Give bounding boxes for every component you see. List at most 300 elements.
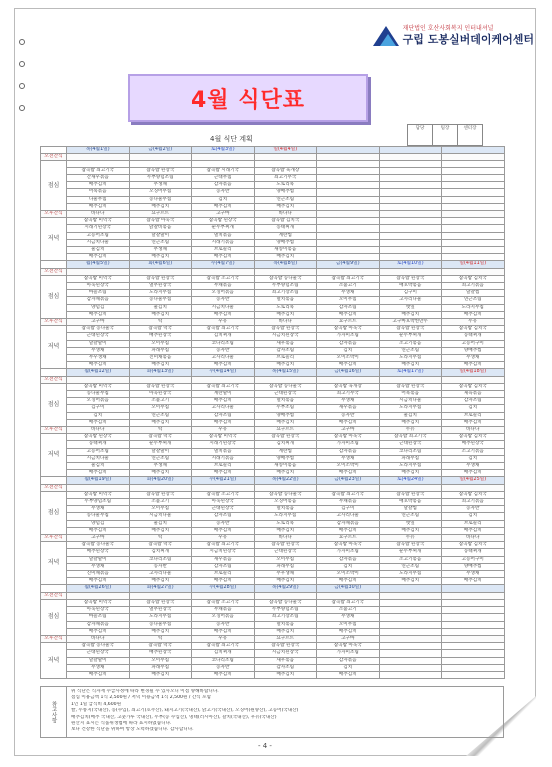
dinner-cell: 김치찌개 — [192, 650, 255, 657]
snack-row — [41, 535, 505, 542]
dinner-cell: 김치찌개 — [254, 441, 317, 448]
table-row — [41, 182, 505, 189]
snack-cell — [442, 376, 505, 383]
dinner-cell: 배추김치 — [379, 578, 442, 585]
dinner-cell: 잡곡밥 된장국 — [379, 326, 442, 333]
meal-label: 점심 — [41, 599, 67, 635]
dinner-cell: 잡곡밥 된장국 — [254, 542, 317, 549]
dinner-cell — [317, 218, 380, 225]
dinner-cell: 달걀말이 — [129, 232, 192, 239]
lunch-cell: 콩나물무침 — [129, 621, 192, 628]
lunch-cell: 잡곡밥 쇠고기국 — [192, 383, 255, 390]
date-header-cell: 화(4월20일) — [129, 477, 192, 484]
snack-cell — [67, 376, 130, 383]
org-name: 구립 도봉실버데이케어센터 — [402, 32, 534, 46]
table-row — [41, 167, 505, 174]
dinner-cell: 브로콜리 — [192, 571, 255, 578]
dinner-cell: 잡곡밥 콩나물국 — [67, 643, 130, 650]
date-header-cell: 화(4월13일) — [129, 369, 192, 376]
lunch-cell: 배추김치 — [192, 419, 255, 426]
table-row — [41, 275, 505, 282]
lunch-cell: 잡곡밥 소고기국 — [192, 275, 255, 282]
lunch-cell: 콩나물무침 — [129, 297, 192, 304]
meal-label: 저녁 — [41, 643, 67, 679]
dinner-cell: 배추김치 — [379, 470, 442, 477]
lunch-cell: 김치 — [192, 196, 255, 203]
table-row — [41, 664, 505, 671]
approval-box: 팀장 — [432, 124, 458, 146]
lunch-cell: 감자채볶음 — [67, 297, 130, 304]
date-header-cell: 화(4월27일) — [129, 585, 192, 592]
dinner-cell: 고등어조림 — [67, 232, 130, 239]
snack-cell — [67, 592, 130, 599]
dinner-cell: 연근조림 — [379, 563, 442, 570]
meal-label: 저녁 — [41, 434, 67, 477]
approval-box: 담당 — [407, 124, 433, 146]
lunch-cell: 근대무침 — [192, 174, 255, 181]
date-header-cell: 일(4월18일) — [442, 369, 505, 376]
snack-row — [41, 376, 505, 383]
snack-row — [41, 268, 505, 275]
dinner-cell: 양배추찜 — [442, 347, 505, 354]
snack-cell — [254, 268, 317, 275]
dinner-cell: 무생채 — [129, 246, 192, 253]
lunch-cell: 근대된장국 — [254, 391, 317, 398]
lunch-cell: 배추김치 — [379, 311, 442, 318]
dinner-cell: 배추김치 — [67, 362, 130, 369]
dinner-cell: 잡곡밥 떡국 — [129, 326, 192, 333]
lunch-cell: 멸치볶음 — [254, 506, 317, 513]
dinner-cell: 배추김치 — [129, 254, 192, 261]
lunch-cell: 열무된장국 — [129, 607, 192, 614]
table-row — [41, 578, 505, 585]
lunch-cell: 잡곡밥 소고기국 — [192, 491, 255, 498]
dinner-cell: 감자볶음 — [317, 657, 380, 664]
lunch-cell: 도라지무침 — [129, 290, 192, 297]
lunch-cell: 배추김치 — [192, 628, 255, 635]
date-header-cell: 토(4월10일) — [379, 261, 442, 268]
table-row — [41, 463, 505, 470]
lunch-cell — [379, 607, 442, 614]
table-row — [41, 563, 505, 570]
lunch-cell: 물김치 — [129, 520, 192, 527]
date-header-cell: 화(4월6일) — [129, 261, 192, 268]
table-row — [41, 218, 505, 225]
table-row — [41, 333, 505, 340]
lunch-cell: 시금치나물 — [379, 398, 442, 405]
meal-label: 점심 — [41, 383, 67, 426]
lunch-cell: 물김치 — [129, 304, 192, 311]
lunch-cell: 브로콜리 — [442, 412, 505, 419]
date-header-cell: 목(4월15일) — [254, 369, 317, 376]
date-header-cell: 수(4월7일) — [192, 261, 255, 268]
snack-cell — [129, 484, 192, 491]
lunch-cell: 물김치 — [379, 412, 442, 419]
date-header-cell: 토(4월24일) — [379, 477, 442, 484]
lunch-cell: 오이무침 — [129, 405, 192, 412]
dinner-cell: 잡곡밥 미역국 — [67, 218, 130, 225]
lunch-cell: 잡곡밥 쇠고기국 — [317, 599, 380, 606]
dinner-cell: 배추김치 — [317, 470, 380, 477]
meal-label: 저녁 — [41, 326, 67, 369]
dinner-cell: 가자미조림 — [317, 549, 380, 556]
dinner-cell: 계란찜 — [254, 448, 317, 455]
lunch-cell — [379, 182, 442, 189]
dinner-cell: 배추된장국 — [442, 441, 505, 448]
dinner-cell: 잡곡밥 된장국 — [254, 434, 317, 441]
dinner-cell: 근대된장국 — [379, 441, 442, 448]
lunch-cell: 양념김 — [67, 304, 130, 311]
snack-row — [41, 427, 505, 434]
snack-cell — [129, 592, 192, 599]
notes-box — [40, 686, 504, 738]
table-row — [41, 174, 505, 181]
lunch-cell: 배추김치 — [67, 203, 130, 210]
table-row — [41, 347, 505, 354]
lunch-cell: 도라지무침 — [254, 513, 317, 520]
dinner-cell — [379, 643, 442, 650]
lunch-cell: 배추김치 — [67, 311, 130, 318]
dinner-cell: 배추김치 — [254, 362, 317, 369]
snack-cell — [192, 592, 255, 599]
dinner-cell: 순두부찌개 — [129, 441, 192, 448]
dinner-cell — [442, 664, 505, 671]
dinner-cell: 코다리조림 — [379, 448, 442, 455]
lunch-cell — [379, 621, 442, 628]
lunch-cell: 아욱된장국 — [192, 499, 255, 506]
date-header-cell: 일(4월4일) — [254, 147, 317, 154]
dinner-cell: 콩자반 — [192, 664, 255, 671]
meal-label: 오후간식 — [41, 427, 67, 434]
lunch-cell: 감자볶음 — [192, 182, 255, 189]
dinner-cell — [379, 232, 442, 239]
dinner-cell: 잡곡밥 된장국 — [379, 542, 442, 549]
lunch-cell: 잡곡밥 시래기국 — [192, 167, 255, 174]
dinner-cell: 물김치 — [67, 246, 130, 253]
snack-cell: 떡 — [129, 535, 192, 542]
date-header-cell: 금(4월9일) — [317, 261, 380, 268]
snack-cell — [442, 210, 505, 217]
lunch-cell — [317, 196, 380, 203]
note-line: 위 식단은 식자재 수급사정에 따라 변경될 수 있사오니 이점 양해바랍니다. — [71, 689, 219, 694]
lunch-cell: 잡곡밥 된장국 — [129, 491, 192, 498]
meal-label: 오전간식 — [41, 376, 67, 383]
lunch-cell: 연근조림 — [379, 513, 442, 520]
dinner-cell — [379, 650, 442, 657]
lunch-cell: 잡곡밥 미역국 — [67, 275, 130, 282]
dinner-cell: 배추김치 — [379, 362, 442, 369]
lunch-cell: 새우볶음 — [317, 405, 380, 412]
dinner-cell: 시금치나물 — [67, 239, 130, 246]
lunch-cell: 잡곡밥 소고기국 — [192, 599, 255, 606]
dinner-cell — [379, 218, 442, 225]
lunch-cell: 잡곡밥 된장국 — [379, 491, 442, 498]
lunch-cell: 배추김치 — [192, 311, 255, 318]
lunch-cell: 배추김치 — [129, 419, 192, 426]
snack-cell — [379, 210, 442, 217]
lunch-cell: 달걀찜 — [379, 506, 442, 513]
lunch-cell: 고사리나물 — [379, 297, 442, 304]
note-line: 1인 1일 급식비 4,600원 — [71, 701, 122, 707]
dinner-cell: 잡곡밥 된장국 — [254, 326, 317, 333]
snack-cell: 요구르트 — [129, 210, 192, 217]
dinner-cell: 배추김치 — [317, 671, 380, 678]
lunch-cell: 어묵볶음 — [67, 189, 130, 196]
dinner-cell: 멸치볶음 — [192, 448, 255, 455]
dinner-cell: 연근조림 — [379, 347, 442, 354]
meal-label: 오후간식 — [41, 210, 67, 217]
snack-cell: 두유 — [442, 318, 505, 325]
dinner-cell: 오이무침 — [254, 556, 317, 563]
dinner-cell: 시금치된장국 — [254, 333, 317, 340]
date-header-cell: 토(4월17일) — [379, 369, 442, 376]
dinner-cell: 무생채 — [442, 463, 505, 470]
dinner-cell: 콩자반 — [192, 347, 255, 354]
table-row — [41, 434, 505, 441]
dinner-cell: 닭갈비볶음 — [129, 225, 192, 232]
lunch-cell: 배추김치 — [67, 527, 130, 534]
snack-cell — [254, 592, 317, 599]
dinner-cell: 가자미조림 — [317, 441, 380, 448]
table-row — [41, 232, 505, 239]
dinner-cell: 오이소박이 — [317, 571, 380, 578]
binder-ring-icon — [19, 83, 25, 89]
snack-cell — [129, 154, 192, 161]
lunch-cell: 배추김치 — [67, 628, 130, 635]
lunch-cell: 잡곡밥 콩나물국 — [254, 383, 317, 390]
dinner-cell: 새우볶음 — [254, 657, 317, 664]
lunch-cell — [379, 203, 442, 210]
snack-cell — [379, 268, 442, 275]
table-row — [41, 326, 505, 333]
dinner-cell: 잡곡밥 아욱국 — [317, 434, 380, 441]
dinner-cell — [379, 246, 442, 253]
dinner-cell — [317, 246, 380, 253]
dinner-cell: 감자볶음 — [317, 556, 380, 563]
dinner-cell: 파래무침 — [379, 455, 442, 462]
date-row — [41, 147, 505, 154]
snack-row — [41, 318, 505, 325]
lunch-cell — [442, 189, 505, 196]
dinner-cell: 배추김치 — [442, 362, 505, 369]
lunch-cell: 쇠고기볶음 — [442, 499, 505, 506]
lunch-cell: 두부양념조림 — [254, 607, 317, 614]
snack-cell — [254, 154, 317, 161]
snack-cell: 두유 — [379, 535, 442, 542]
table-row — [41, 650, 505, 657]
table-row — [41, 542, 505, 549]
dinner-cell: 배추김치 — [442, 470, 505, 477]
lunch-cell: 잡곡밥 육개장 — [317, 383, 380, 390]
notes-body — [67, 687, 503, 737]
snack-cell: 바나나 — [254, 318, 317, 325]
lunch-cell: 콩자반 — [317, 412, 380, 419]
lunch-cell: 쇠고기볶음 — [442, 282, 505, 289]
dinner-cell: 무생채 — [67, 347, 130, 354]
dinner-cell — [379, 254, 442, 261]
lunch-cell: 제육볶음 — [442, 391, 505, 398]
table-row — [41, 448, 505, 455]
snack-cell — [192, 268, 255, 275]
note-line: 보다 건강한 식단을 위하여 항상 노력하겠습니다. 감사합니다. — [71, 727, 194, 733]
meal-label: 점심 — [41, 491, 67, 534]
snack-cell: 우유 — [192, 635, 255, 642]
dinner-cell: 잡곡밥 김치국 — [442, 542, 505, 549]
snack-cell — [442, 635, 505, 642]
lunch-cell: 감자채볶음 — [317, 520, 380, 527]
table-row — [41, 282, 505, 289]
dinner-cell — [442, 246, 505, 253]
dinner-cell: 브로콜리 — [192, 246, 255, 253]
table-row — [41, 304, 505, 311]
lunch-cell: 소불고기 — [129, 398, 192, 405]
lunch-cell: 연근조림 — [129, 412, 192, 419]
dinner-cell: 달걀말이 — [67, 340, 130, 347]
lunch-cell: 소불고기 — [317, 282, 380, 289]
snack-cell: 바나나 — [442, 535, 505, 542]
lunch-cell: 배추김치 — [254, 203, 317, 210]
dinner-cell: 무생채 — [67, 664, 130, 671]
lunch-cell: 오이무침 — [317, 297, 380, 304]
dinner-cell: 도라지무침 — [379, 571, 442, 578]
dinner-cell: 동태찌개 — [442, 549, 505, 556]
lunch-cell — [379, 614, 442, 621]
table-row — [41, 549, 505, 556]
lunch-cell — [317, 182, 380, 189]
dinner-cell: 배추김치 — [67, 671, 130, 678]
table-row — [41, 621, 505, 628]
dinner-cell: 배추김치 — [129, 470, 192, 477]
dinner-cell: 순두부찌개 — [379, 549, 442, 556]
date-row — [41, 261, 505, 268]
menu-table — [40, 146, 505, 679]
dinner-cell: 감자조림 — [254, 347, 317, 354]
dinner-cell: 무생채 — [129, 463, 192, 470]
snack-cell: 요구르트 — [254, 427, 317, 434]
dinner-cell: 배추된장국 — [129, 333, 192, 340]
lunch-cell: 아욱된장국 — [67, 282, 130, 289]
lunch-cell: 애호박볶음 — [379, 282, 442, 289]
lunch-cell: 김치 — [67, 412, 130, 419]
dinner-cell: 달걀말이 — [129, 448, 192, 455]
date-header-cell: 목(4월22일) — [254, 477, 317, 484]
lunch-cell — [442, 167, 505, 174]
lunch-cell: 콩자반 — [192, 621, 255, 628]
dinner-cell: 순두부찌개 — [192, 225, 255, 232]
lunch-cell: 아욱된장국 — [67, 607, 130, 614]
dinner-cell: 진미채볶음 — [67, 571, 130, 578]
table-row — [41, 362, 505, 369]
lunch-cell — [379, 189, 442, 196]
dinner-cell: 달걀말이 — [67, 657, 130, 664]
table-row — [41, 614, 505, 621]
dinner-cell: 잡곡밥 콩나물국 — [67, 326, 130, 333]
table-row — [41, 225, 505, 232]
dinner-cell: 양배추찜 — [442, 563, 505, 570]
dinner-cell: 잡곡밥 떡국 — [129, 643, 192, 650]
snack-cell — [67, 154, 130, 161]
date-header-cell: 일(4월11일) — [442, 261, 505, 268]
snack-cell: 고구마 — [317, 427, 380, 434]
lunch-cell: 잡곡밥 된장국 — [129, 599, 192, 606]
table-row — [41, 412, 505, 419]
dinner-cell: 근대된장국 — [254, 549, 317, 556]
snack-cell: 바나나 — [67, 427, 130, 434]
dinner-cell: 진미채볶음 — [129, 354, 192, 361]
dinner-cell: 배추김치 — [192, 671, 255, 678]
snack-cell — [442, 154, 505, 161]
page-number: - 4 - — [258, 742, 272, 750]
snack-cell: 바나나 — [254, 210, 317, 217]
meal-label: 오전간식 — [41, 154, 67, 161]
lunch-cell: 김구이 — [317, 506, 380, 513]
lunch-cell: 배추김치 — [129, 311, 192, 318]
dinner-cell: 배추김치 — [442, 578, 505, 585]
lunch-cell: 무채볶음 — [192, 607, 255, 614]
lunch-cell: 배추김치 — [129, 527, 192, 534]
snack-cell — [317, 376, 380, 383]
dinner-cell — [442, 650, 505, 657]
snack-cell — [254, 484, 317, 491]
snack-cell: 떡 — [129, 318, 192, 325]
lunch-cell — [442, 614, 505, 621]
lunch-cell: 브로콜리 — [442, 520, 505, 527]
approval-box: 센터장 — [457, 124, 483, 146]
lunch-cell: 두부양념조림 — [67, 499, 130, 506]
date-header-cell: 금(4월30일) — [317, 585, 380, 592]
dinner-cell: 연근조림 — [129, 455, 192, 462]
table-row — [41, 671, 505, 678]
lunch-cell: 달걀찜 — [442, 290, 505, 297]
lunch-cell: 멸치볶음 — [254, 621, 317, 628]
lunch-cell: 콩나물무침 — [129, 196, 192, 203]
lunch-cell: 근대된장국 — [192, 506, 255, 513]
lunch-cell: 잡곡밥 미역국 — [67, 383, 130, 390]
date-row — [41, 477, 505, 484]
lunch-cell: 배추김치 — [129, 628, 192, 635]
lunch-cell — [379, 196, 442, 203]
lunch-cell: 고사리나물 — [192, 405, 255, 412]
lunch-cell: 배추김치 — [254, 311, 317, 318]
snack-cell — [129, 376, 192, 383]
date-header-cell — [379, 585, 442, 592]
table-row — [41, 441, 505, 448]
dinner-cell: 배추된장국 — [129, 650, 192, 657]
dinner-cell: 근대된장국 — [67, 650, 130, 657]
dinner-cell — [379, 671, 442, 678]
table-row — [41, 246, 505, 253]
dinner-cell: 멸치볶음 — [192, 232, 255, 239]
dinner-cell: 고등어구이 — [442, 556, 505, 563]
date-header-cell — [379, 147, 442, 154]
lunch-cell: 무생채 — [67, 506, 130, 513]
lunch-cell: 콩나물무침 — [67, 513, 130, 520]
dinner-cell: 배추김치 — [129, 671, 192, 678]
plan-title: 4월 식단 계획 — [210, 135, 253, 143]
snack-cell — [379, 592, 442, 599]
notes-label: 참고사항 — [41, 687, 67, 737]
lunch-cell: 두부양념조림 — [129, 174, 192, 181]
snack-row — [41, 635, 505, 642]
dinner-cell: 시래기볶음 — [192, 455, 255, 462]
dinner-cell: 시금치나물 — [67, 455, 130, 462]
lunch-cell: 배추김치 — [254, 527, 317, 534]
lunch-cell: 어묵볶음 — [379, 391, 442, 398]
lunch-cell: 멸치볶음 — [254, 398, 317, 405]
table-row — [41, 470, 505, 477]
dinner-cell: 배추김치 — [254, 578, 317, 585]
mountain-logo-icon — [373, 24, 399, 46]
